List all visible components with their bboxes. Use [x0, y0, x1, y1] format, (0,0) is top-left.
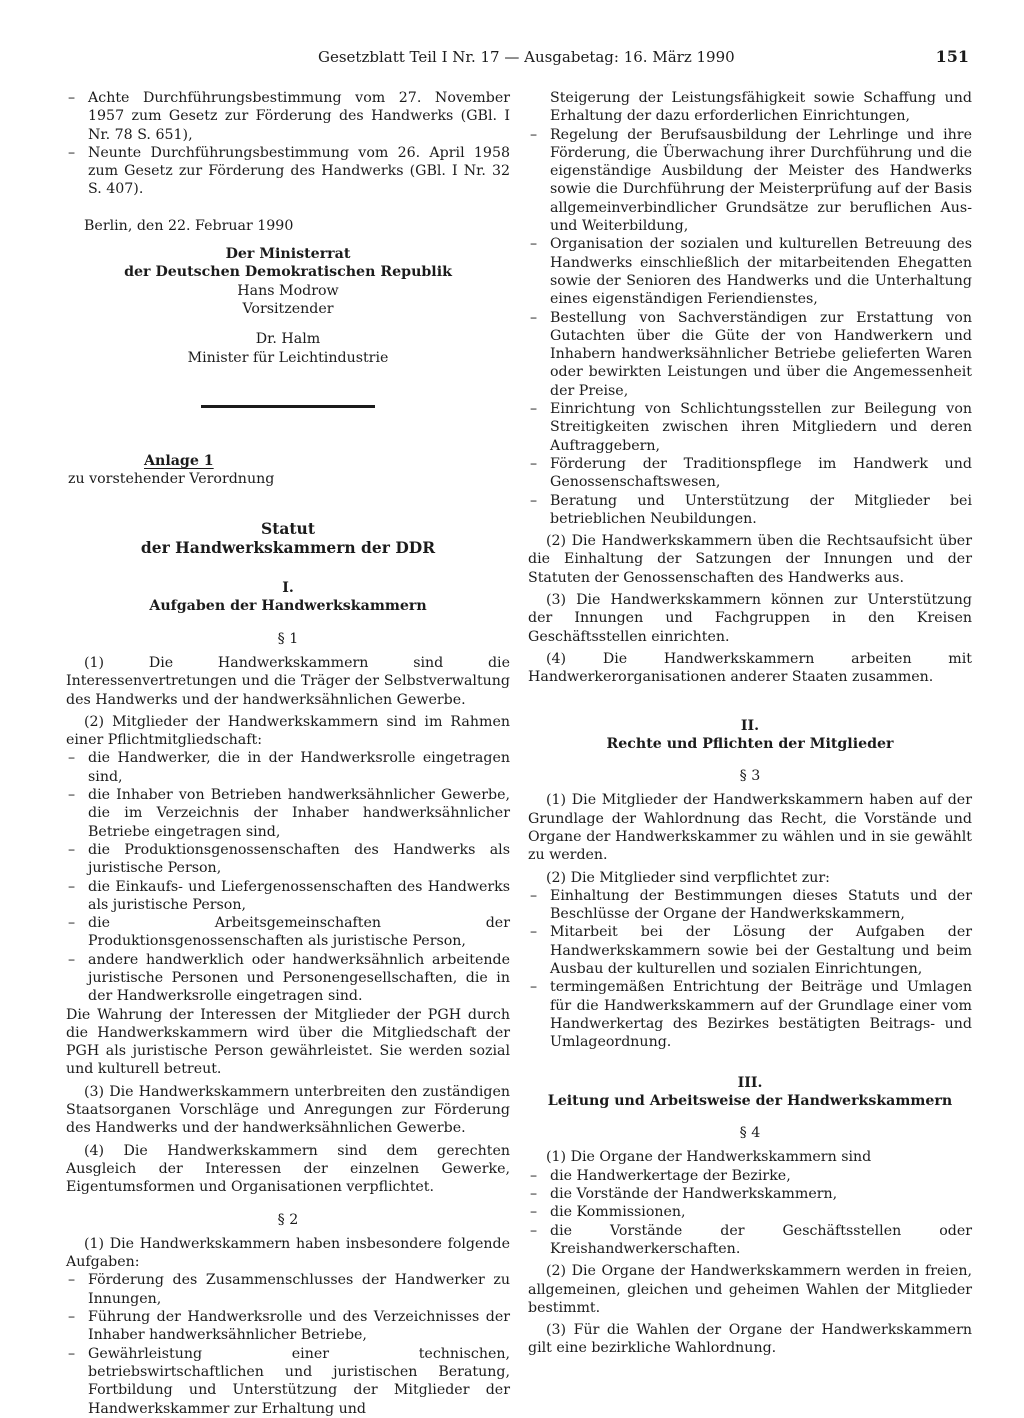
- list-item-continuation: Steigerung der Leistungsfähigkeit sowie Schaffung und Erhaltung der dazu erforderlichen Einrichtungen,: [550, 90, 972, 125]
- signatory-org-line2: der Deutschen Demokratischen Republik: [124, 264, 452, 281]
- list-item: – Einrichtung von Schlichtungsstellen zur Beilegung von Streitigkeiten zwischen ihren Mitgliedern und deren Auftraggebern,: [528, 400, 972, 455]
- page-header: [60, 48, 975, 72]
- list-item: – die Handwerker, die in der Handwerksrolle eingetragen sind,: [66, 749, 510, 786]
- gazette-title: Gesetzblatt Teil I Nr. 17 — Ausgabetag: 16. März 1990: [318, 48, 735, 66]
- paragraph-text: Die Wahrung der Interessen der Mitglieder der PGH durch die Handwerkskammern wird über die Mitgliedschaft der PGH als juristische Person gewährleistet. Sie werden sozial und kulturell betreut.: [66, 1006, 510, 1078]
- list-item: – Gewährleistung einer technischen, betriebswirtschaftlichen und juristischen Beratung, Fortbildung und Unterstützung der Mitglieder der Handwerkskammer zur Erhaltung und: [66, 1345, 510, 1418]
- list-item: – Führung der Handwerksrolle und des Verzeichnisses der Inhaber handwerksähnlicher Betriebe,: [66, 1308, 510, 1345]
- section-title: Rechte und Pflichten der Mitglieder: [606, 735, 894, 752]
- annex-label: Anlage 1: [144, 452, 214, 469]
- statute-title: Statut: [261, 519, 315, 539]
- list-item: – die Produktionsgenossenschaften des Handwerks als juristische Person,: [66, 841, 510, 878]
- paragraph-text: (1) Die Handwerkskammern sind die Interessenvertretungen und die Träger der Selbstverwaltung des Handwerks und der handwerksähnlichen Gewerbe.: [66, 654, 510, 708]
- page-number: 151: [935, 47, 969, 66]
- list-item: – die Arbeitsgemeinschaften der Produktionsgenossenschaften als juristische Person,: [66, 914, 510, 951]
- list-item: – Neunte Durchführungsbestimmung vom 26. April 1958 zum Gesetz zur Förderung des Handwerks (GBl. I Nr. 32 S. 407).: [66, 144, 510, 199]
- list-item: – die Inhaber von Betrieben handwerksähnlicher Gewerbe, die im Verzeichnis der Inhaber handwerksähnlicher Betriebe eingetragen sind,: [66, 786, 510, 841]
- list-item: – die Kommissionen,: [528, 1203, 972, 1221]
- paragraph-text: (4) Die Handwerkskammern sind dem gerechten Ausgleich der Interessen der einzelnen Gewerke, Eigentumsformen und Organisationen verpflichtet.: [66, 1142, 510, 1196]
- paragraph-text: (2) Die Handwerkskammern üben die Rechtsaufsicht über die Einhaltung der Satzungen der Innungen und der Statuten der Genossenschaften des Handwerks aus.: [528, 533, 972, 586]
- paragraph-text: (1) Die Handwerkskammern haben insbesondere folgende Aufgaben:: [66, 1235, 510, 1271]
- list-item: – Einhaltung der Bestimmungen dieses Statuts und der Beschlüsse der Organe der Handwerkskammern,: [528, 887, 972, 924]
- signatory-org: Der Ministerrat: [225, 246, 351, 263]
- signatory-name: Dr. Halm: [255, 331, 321, 348]
- list-item: – Organisation der sozialen und kulturellen Betreuung des Handwerks einschließlich der mitarbeitenden Ehegatten sowie der Senioren des Handwerks und die Unterhaltung eines eigenständigen Feriendienstes,: [528, 235, 972, 308]
- list-item: – Förderung des Zusammenschlusses der Handwerker zu Innungen,: [66, 1271, 510, 1308]
- list-item: – Bestellung von Sachverständigen zur Erstattung von Gutachten über die Güte der von Handwerkern und Inhabern handwerksähnlicher Betriebe gelieferten Waren oder bewirkten Leistungen und über die Angemessenheit der Preise,: [528, 309, 972, 400]
- list-item: – die Vorstände der Geschäftsstellen oder Kreishandwerkerschaften.: [528, 1222, 972, 1259]
- left-column: [66, 89, 510, 1418]
- list-item: – Achte Durchführungsbestimmung vom 27. November 1957 zum Gesetz zur Förderung des Handwerks (GBl. I Nr. 78 S. 651),: [66, 89, 510, 144]
- list-item: – Regelung der Berufsausbildung der Lehrlinge und ihre Förderung, die Überwachung ihrer Durchführung und die eigenständige Ausbildung der Meister des Handwerks sowie die Durchführung der Meisterprüfung auf der Basis allgemeinverbindlicher Grundsätze zur beruflichen Aus- und Weiterbildung,: [528, 126, 972, 236]
- paragraph-text: (3) Die Handwerkskammern unterbreiten den zuständigen Staatsorganen Vorschläge und Anregungen zur Förderung des Handwerks und der handwerksähnlichen Gewerbe.: [66, 1083, 510, 1137]
- list-item: – andere handwerklich oder handwerksähnlich arbeitende juristische Personen und Personengesellschaften, die in der Handwerksrolle eingetragen sind.: [66, 951, 510, 1006]
- paragraph-symbol: § 1: [277, 630, 299, 647]
- annex-subtitle: zu vorstehender Verordnung: [68, 471, 275, 488]
- list-item: – Förderung der Traditionspflege im Handwerk und Genossenschaftswesen,: [528, 455, 972, 492]
- right-column: [528, 89, 972, 1358]
- section-number: III.: [737, 1074, 763, 1091]
- paragraph-text: (2) Mitglieder der Handwerkskammern sind im Rahmen einer Pflichtmitgliedschaft:: [66, 713, 510, 749]
- paragraph-text: (2) Die Organe der Handwerkskammern werden in freien, allgemeinen, gleichen und geheimen Wahlen der Mitglieder bestimmt.: [528, 1263, 972, 1316]
- signatory-role: Vorsitzender: [242, 300, 334, 317]
- paragraph-symbol: § 4: [739, 1125, 761, 1142]
- signatory-role: Minister für Leichtindustrie: [187, 349, 389, 366]
- list-item: – Mitarbeit bei der Lösung der Aufgaben der Handwerkskammern sowie bei der Gestaltung und beim Ausbau der kulturellen und sozialen Einrichtungen,: [528, 923, 972, 978]
- list-item: – die Vorstände der Handwerkskammern,: [528, 1185, 972, 1203]
- section-number: II.: [740, 717, 760, 734]
- statute-subtitle: der Handwerkskammern der DDR: [140, 537, 436, 557]
- section-number: I.: [282, 580, 294, 597]
- section-title: Aufgaben der Handwerkskammern: [149, 598, 427, 615]
- paragraph-text: (3) Für die Wahlen der Organe der Handwerkskammern gilt eine bezirkliche Wahlordnung.: [528, 1322, 972, 1357]
- paragraph-text: (1) Die Organe der Handwerkskammern sind: [546, 1149, 872, 1166]
- list-item: – Beratung und Unterstützung der Mitglieder bei betrieblichen Neubildungen.: [528, 492, 972, 529]
- paragraph-text: (3) Die Handwerkskammern können zur Unterstützung der Innungen und Fachgruppen in den Kreisen Geschäftsstellen einrichten.: [528, 592, 972, 645]
- paragraph-symbol: § 3: [739, 768, 761, 785]
- paragraph-symbol: § 2: [277, 1211, 299, 1228]
- place-date: Berlin, den 22. Februar 1990: [84, 217, 294, 234]
- separator-rule: [201, 405, 375, 408]
- paragraph-text: (1) Die Mitglieder der Handwerkskammern haben auf der Grundlage der Wahlordnung das Recht, die Vorstände und Organe der Handwerkskammer zu wählen und in sie gewählt zu werden.: [528, 792, 972, 864]
- paragraph-text: (4) Die Handwerkskammern arbeiten mit Handwerkerorganisationen anderer Staaten zusammen.: [528, 650, 972, 686]
- list-item: – termingemäßen Entrichtung der Beiträge und Umlagen für die Handwerkskammern auf der Grundlage einer vom Handwerkertag des Bezirkes bestätigten Beitrags- und Umlageordnung.: [528, 978, 972, 1051]
- signatory-name: Hans Modrow: [237, 282, 339, 299]
- list-item: – die Handwerkertage der Bezirke,: [528, 1167, 972, 1185]
- signature-block: [66, 245, 510, 367]
- paragraph-text: (2) Die Mitglieder sind verpflichtet zur:: [546, 869, 830, 886]
- section-title: Leitung und Arbeitsweise der Handwerkskammern: [547, 1092, 953, 1109]
- list-item: – die Einkaufs- und Liefergenossenschaften des Handwerks als juristische Person,: [66, 878, 510, 915]
